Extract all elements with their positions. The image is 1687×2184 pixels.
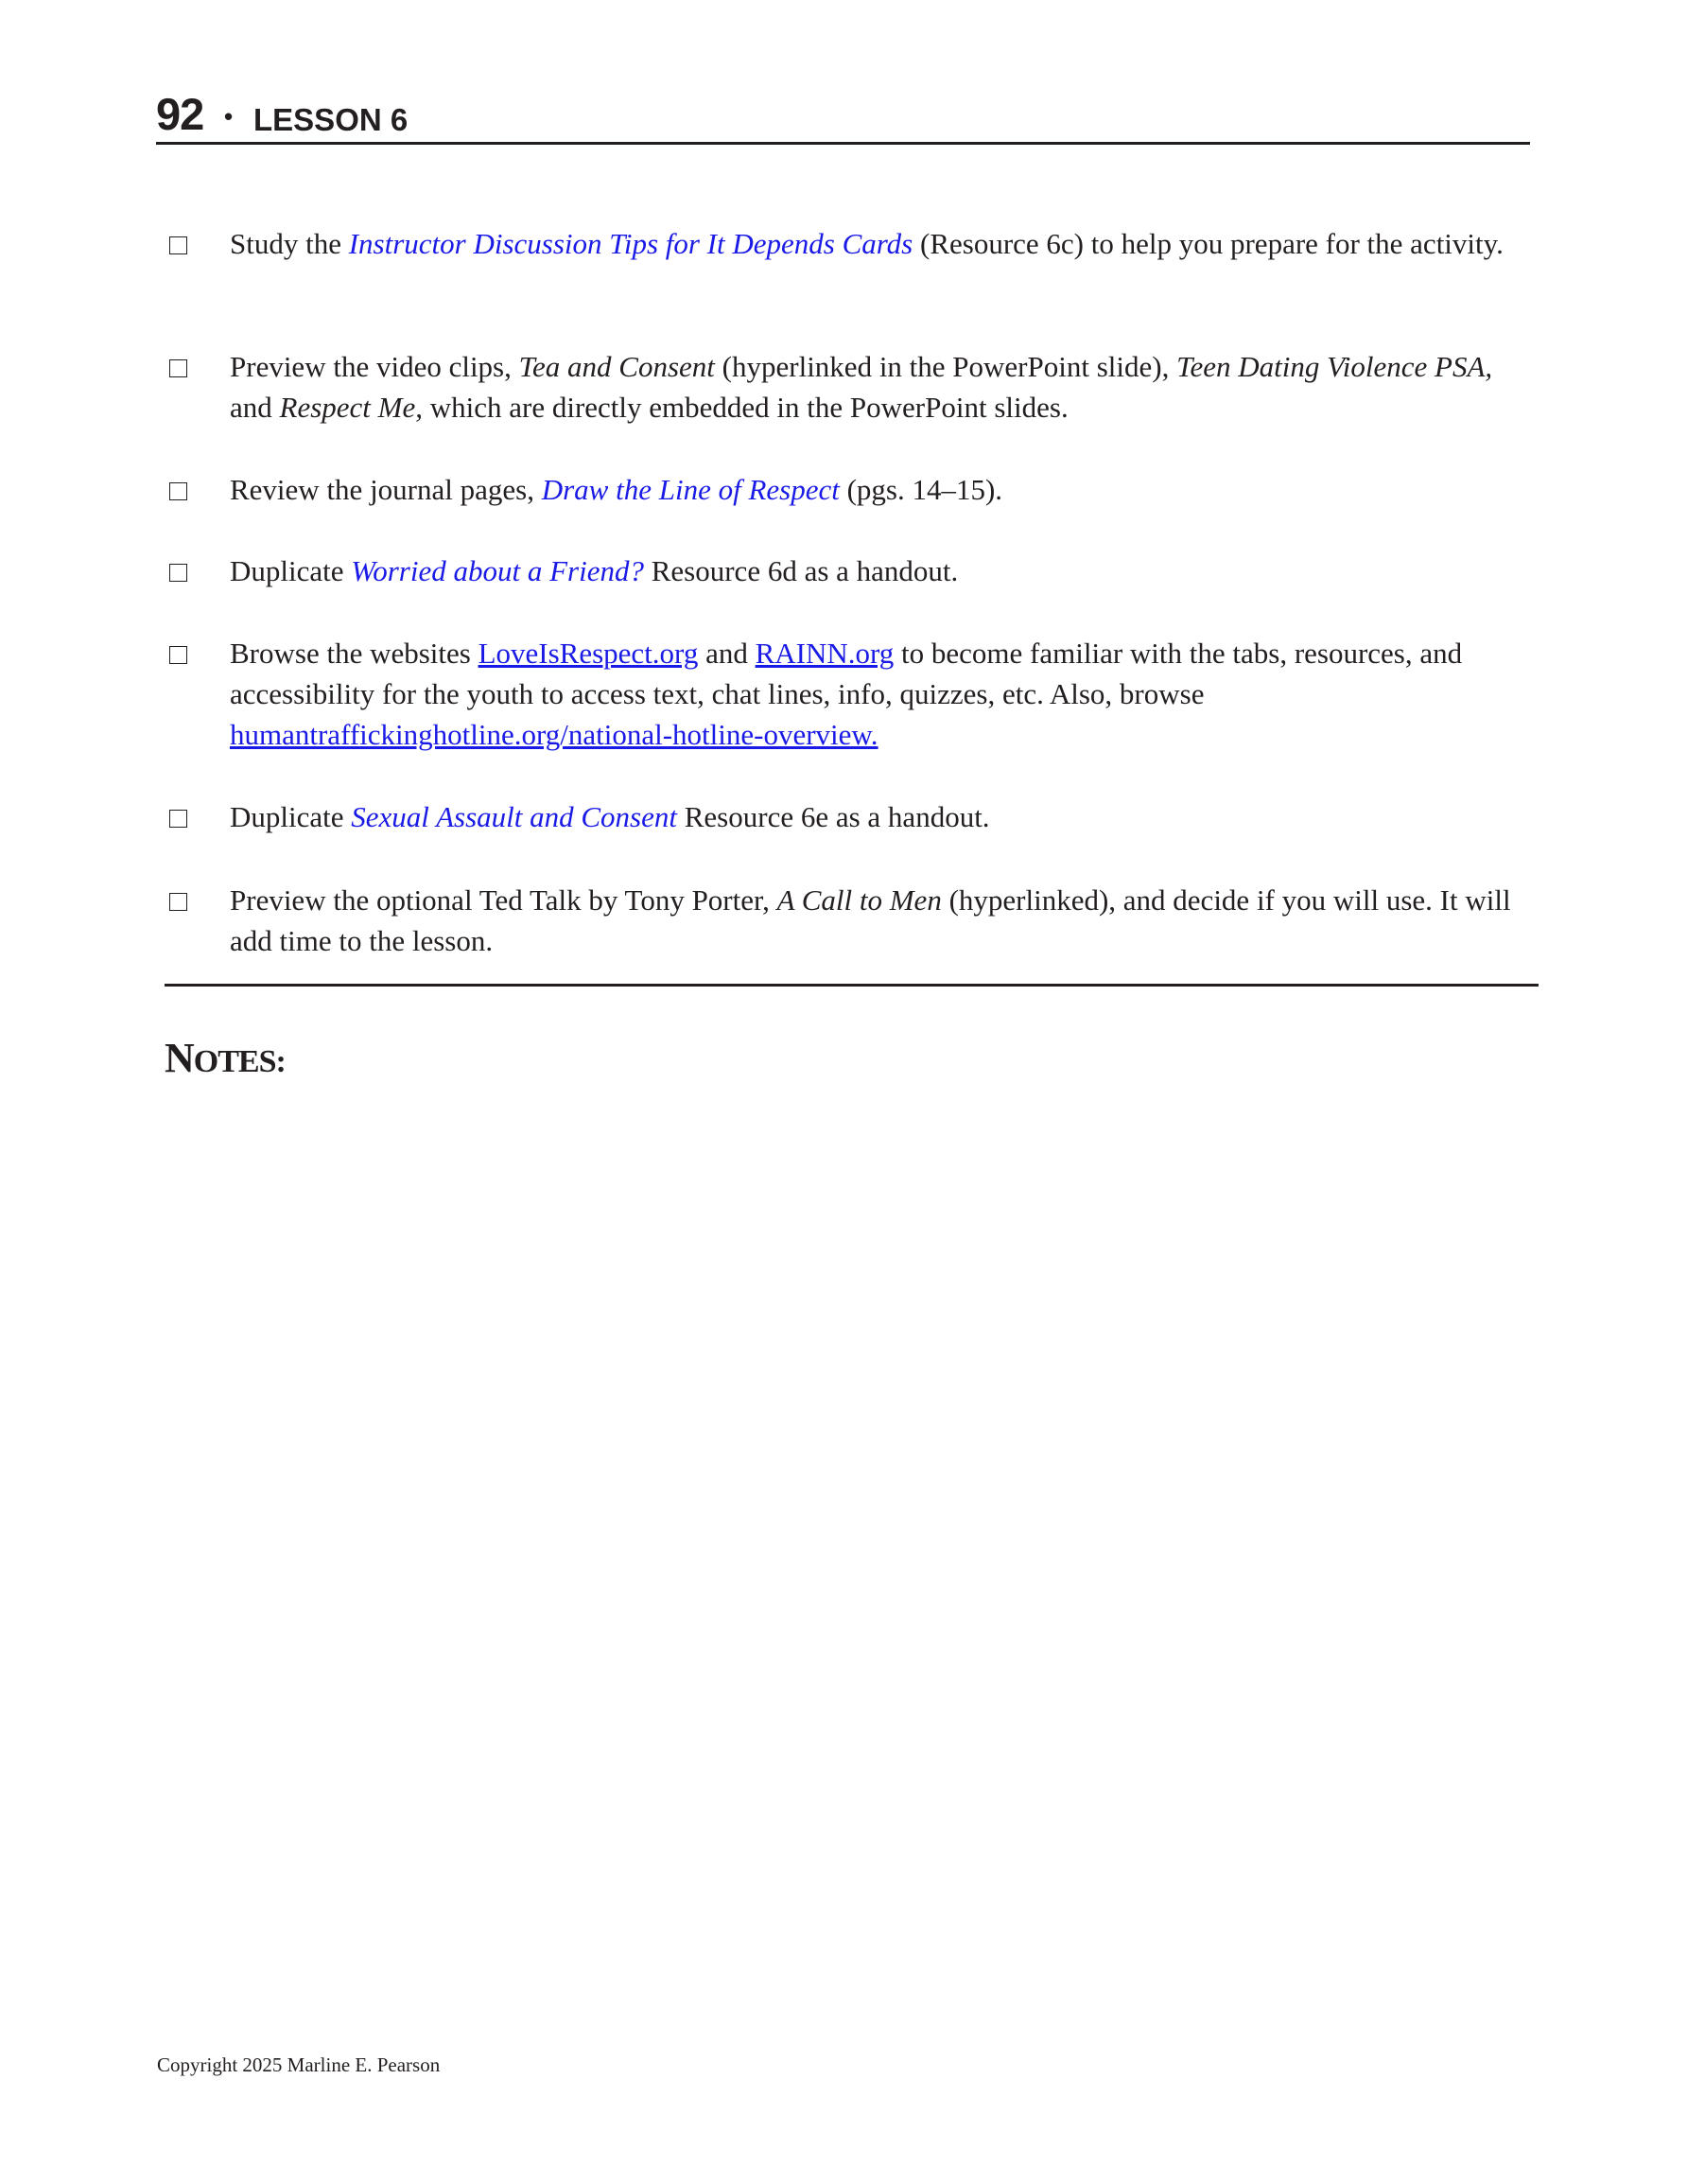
checklist-item-text (230, 550, 1535, 591)
text-span: to become familiar with the tabs, resources, and accessibility for the youth to access text, chat lines, info, quizzes, etc. Also, browse (230, 637, 1463, 710)
text-span: Duplicate (230, 554, 352, 587)
text-span: Resource 6e as a handout. (677, 800, 990, 833)
italic-title: Respect Me, (279, 391, 423, 424)
text-span: (hyperlinked), and decide if you will use. It will add time to the lesson. (230, 883, 1511, 957)
text-span: Preview the optional Ted Talk by Tony Porter, (230, 883, 777, 917)
checklist-item-text (230, 346, 1535, 428)
resource-link[interactable]: Instructor Discussion Tips for It Depends Cards (348, 227, 913, 260)
text-span: and (698, 637, 756, 670)
text-span: and (230, 391, 280, 424)
italic-title: Teen Dating Violence PSA, (1176, 350, 1493, 383)
text-span: Review the journal pages, (230, 473, 542, 506)
text-span: (Resource 6c) to help you prepare for the activity. (913, 227, 1504, 260)
notes-first-letter: N (165, 1035, 194, 1081)
page-number: 92 (156, 89, 204, 139)
text-span: which are directly embedded in the PowerPoint slides. (423, 391, 1069, 424)
resource-link[interactable]: Sexual Assault and Consent (351, 800, 677, 833)
text-span: Duplicate (230, 800, 352, 833)
notes-heading (165, 1033, 286, 1088)
section-title: LESSON 6 (253, 102, 409, 137)
checklist-item-text (230, 633, 1535, 755)
checkbox-icon[interactable] (169, 646, 187, 664)
checklist-item-text (230, 223, 1535, 264)
checkbox-icon[interactable] (169, 236, 187, 254)
page-header (156, 87, 1530, 145)
checklist-item-text (230, 880, 1535, 961)
resource-link[interactable]: humantraffickinghotline.org/national-hotline-overview. (230, 718, 878, 751)
italic-title: Tea and Consent (518, 350, 715, 383)
resource-link[interactable]: Draw the Line of Respect (541, 473, 840, 506)
resource-link[interactable]: RAINN.org (755, 637, 895, 670)
resource-link[interactable]: LoveIsRespect.org (478, 637, 699, 670)
checkbox-icon[interactable] (169, 893, 187, 911)
text-span: (pgs. 14–15). (839, 473, 1003, 506)
text-span: Preview the video clips, (230, 350, 519, 383)
checkbox-icon[interactable] (169, 564, 187, 582)
checkbox-icon[interactable] (169, 482, 187, 500)
copyright: Copyright 2025 Marline E. Pearson (157, 2053, 441, 2076)
section-divider (165, 984, 1539, 987)
notes-rest: OTES: (193, 1044, 286, 1079)
resource-link[interactable]: Worried about a Friend? (351, 554, 644, 587)
header-separator: • (224, 102, 234, 131)
checklist-item-text (230, 796, 1535, 837)
text-span: (hyperlinked in the PowerPoint slide), (714, 350, 1177, 383)
text-span: Resource 6d as a handout. (643, 554, 959, 587)
text-span: Study the (230, 227, 349, 260)
checklist-item-text (230, 469, 1535, 510)
checkbox-icon[interactable] (169, 359, 187, 377)
text-span: Browse the websites (230, 637, 478, 670)
checkbox-icon[interactable] (169, 810, 187, 828)
italic-title: A Call to Men (776, 883, 942, 917)
